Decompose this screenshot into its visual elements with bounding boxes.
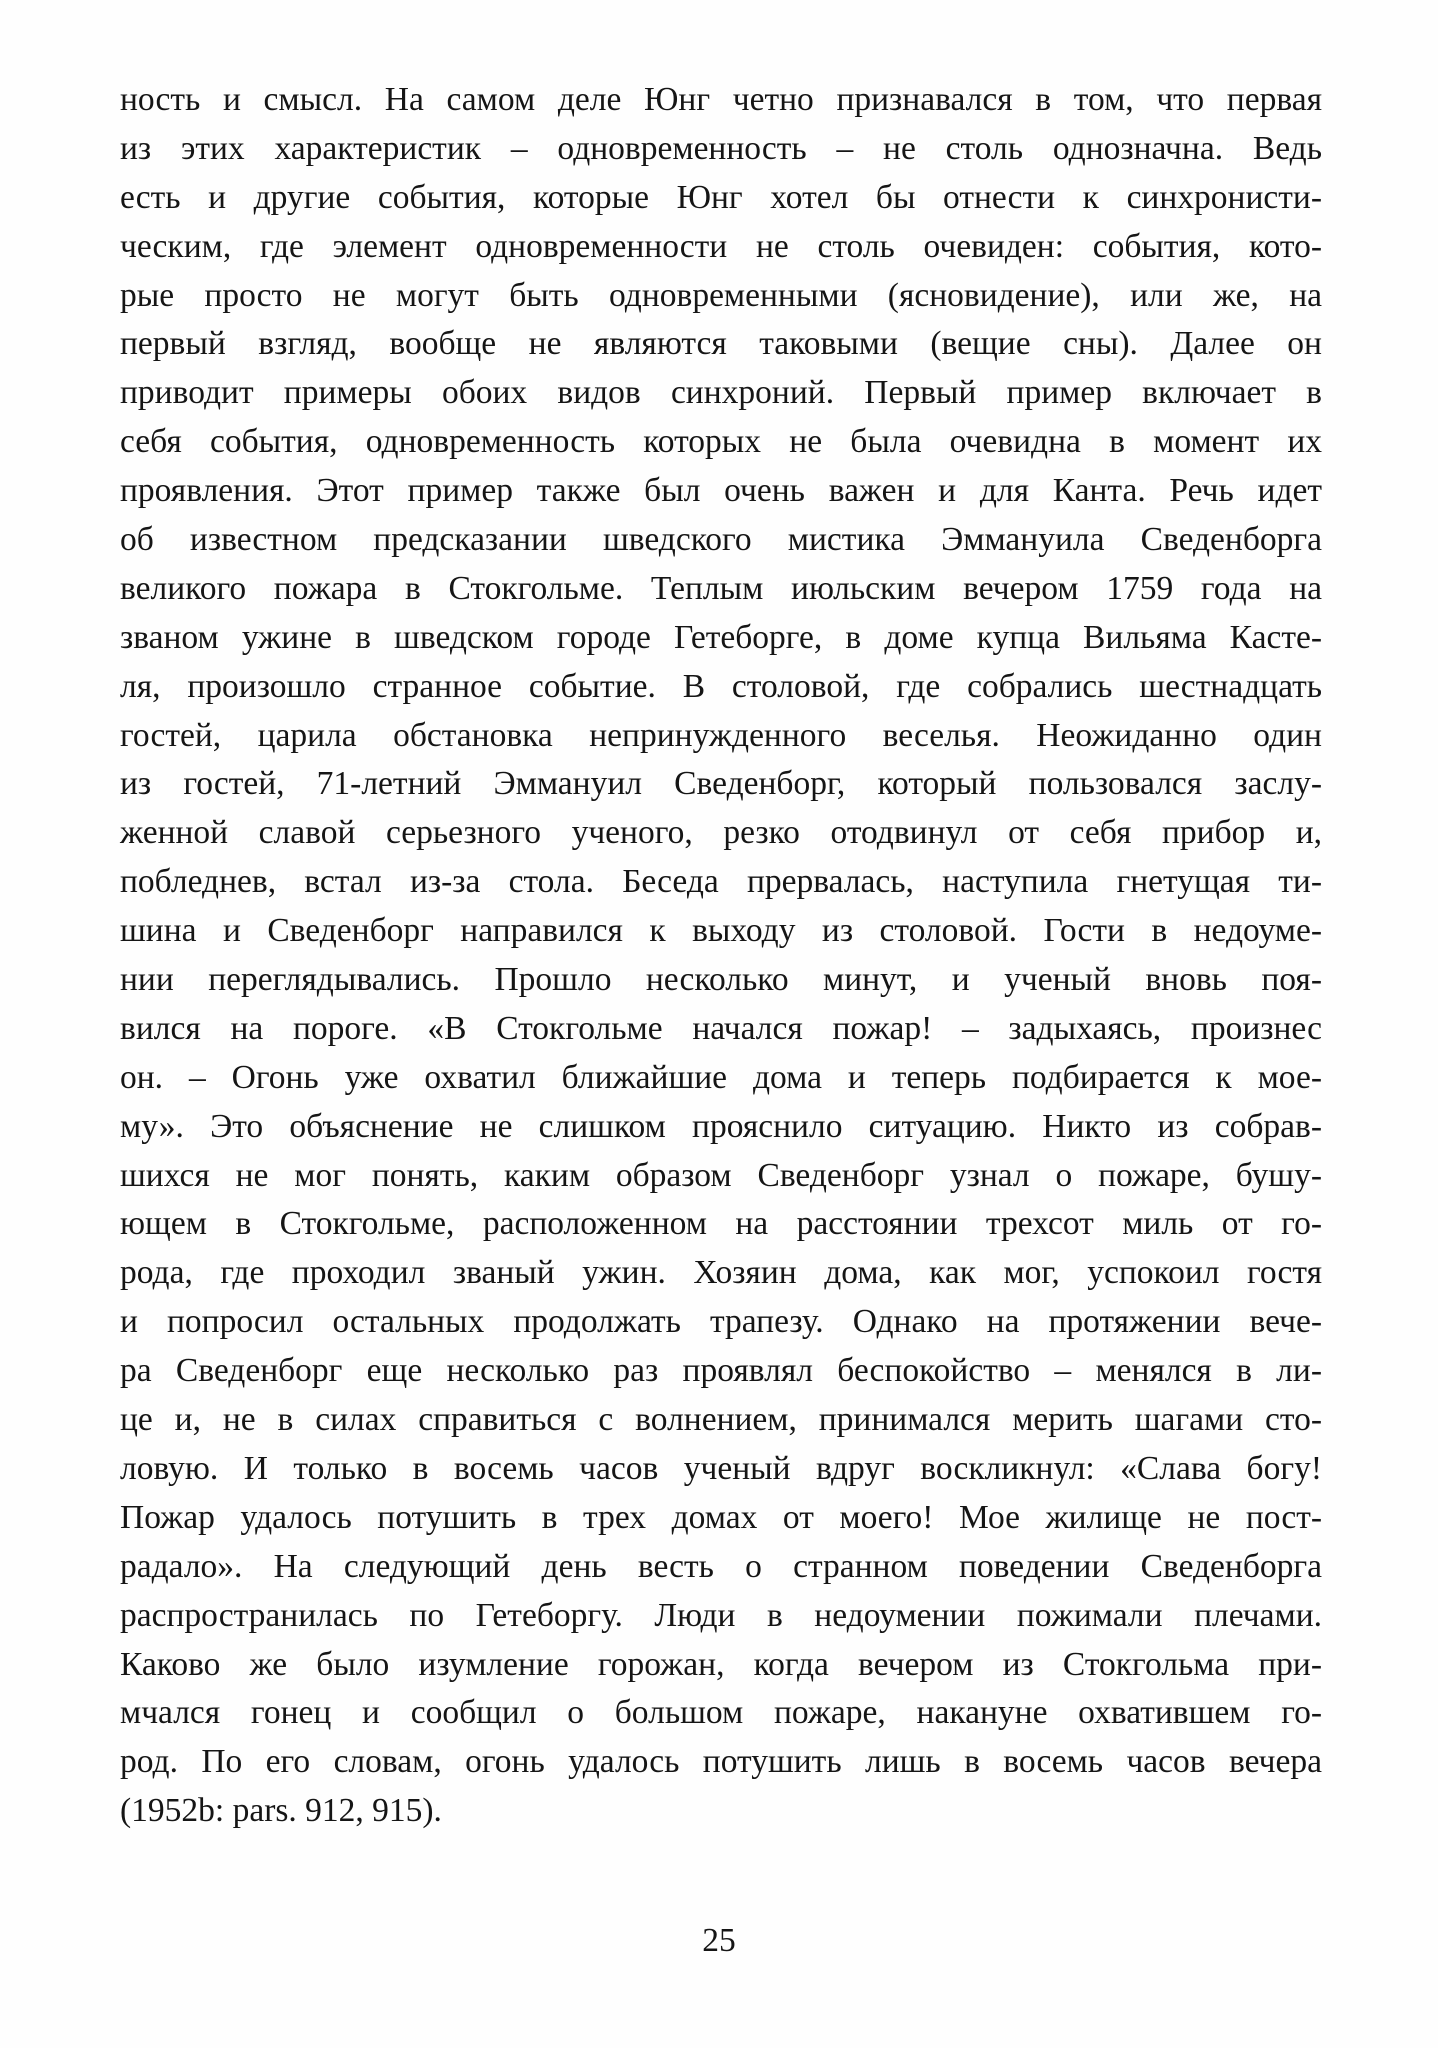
text-line: це и, не в силах справиться с волнением, принимался мерить шагами сто- (120, 1401, 1322, 1439)
text-line: проявления. Этот пример также был очень важен и для Канта. Речь идет (120, 472, 1322, 510)
text-line: радало». На следующий день весть о странном поведении Сведенборга (120, 1547, 1322, 1585)
text-line: рые просто не могут быть одновременными (ясновидение), или же, на (120, 276, 1322, 314)
text-line: побледнев, встал из-за стола. Беседа прервалась, наступила гнетущая ти- (120, 863, 1322, 901)
text-line: шина и Сведенборг направился к выходу из столовой. Гости в недоуме- (120, 912, 1322, 950)
page-text (120, 76, 1322, 1836)
text-line: первый взгляд, вообще не являются таковыми (вещие сны). Далее он (120, 325, 1322, 363)
text-line: ля, произошло странное событие. В столовой, где собрались шестнадцать (120, 667, 1322, 705)
text-line: есть и другие события, которые Юнг хотел бы отнести к синхронисти- (120, 178, 1322, 216)
text-line: шихся не мог понять, каким образом Сведенборг узнал о пожаре, бушу- (120, 1156, 1322, 1194)
text-line: об известном предсказании шведского мистика Эммануила Сведенборга (120, 521, 1322, 559)
text-line: Пожар удалось потушить в трех домах от моего! Мое жилище не пост- (120, 1498, 1322, 1536)
text-line: мчался гонец и сообщил о большом пожаре, накануне охватившем го- (120, 1694, 1322, 1732)
text-line: распространилась по Гетеборгу. Люди в недоумении пожимали плечами. (120, 1596, 1322, 1634)
text-line: ра Сведенборг еще несколько раз проявлял беспокойство – менялся в ли- (120, 1352, 1322, 1390)
text-line: вился на пороге. «В Стокгольме начался пожар! – задыхаясь, произнес (120, 1009, 1322, 1047)
text-line: ческим, где элемент одновременности не столь очевиден: события, кото- (120, 227, 1322, 265)
text-line: му». Это объяснение не слишком прояснило ситуацию. Никто из собрав- (120, 1107, 1322, 1145)
text-line: ющем в Стокгольме, расположенном на расстоянии трехсот миль от го- (120, 1205, 1322, 1243)
text-line: и попросил остальных продолжать трапезу. Однако на протяжении вече- (120, 1303, 1322, 1341)
text-line: из гостей, 71-летний Эммануил Сведенборг, который пользовался заслу- (120, 765, 1322, 803)
text-line: себя события, одновременность которых не была очевидна в момент их (120, 423, 1322, 461)
text-line: он. – Огонь уже охватил ближайшие дома и теперь подбирается к мое- (120, 1058, 1322, 1096)
text-line: приводит примеры обоих видов синхроний. Первый пример включает в (120, 374, 1322, 412)
text-line: род. По его словам, огонь удалось потушить лишь в восемь часов вечера (120, 1743, 1322, 1781)
text-line: из этих характеристик – одновременность – не столь однозначна. Ведь (120, 129, 1322, 167)
text-line-citation: (1952b: pars. 912, 915). (120, 1792, 442, 1830)
text-line: званом ужине в шведском городе Гетеборге, в доме купца Вильяма Касте- (120, 618, 1322, 656)
text-line: Каково же было изумление горожан, когда вечером из Стокгольма при- (120, 1645, 1322, 1683)
text-line: ность и смысл. На самом деле Юнг четно признавался в том, что первая (120, 81, 1322, 118)
text-line: гостей, царила обстановка непринужденного веселья. Неожиданно один (120, 716, 1322, 754)
text-line: великого пожара в Стокгольме. Теплым июльским вечером 1759 года на (120, 569, 1322, 607)
text-line: ловую. И только в восемь часов ученый вдруг воскликнул: «Слава богу! (120, 1449, 1322, 1487)
text-line: нии переглядывались. Прошло несколько минут, и ученый вновь поя- (120, 961, 1322, 999)
text-line: женной славой серьезного ученого, резко отодвинул от себя прибор и, (120, 814, 1322, 852)
text-line: рода, где проходил званый ужин. Хозяин дома, как мог, успокоил гостя (120, 1254, 1322, 1292)
page-number: 25 (702, 1922, 736, 1959)
